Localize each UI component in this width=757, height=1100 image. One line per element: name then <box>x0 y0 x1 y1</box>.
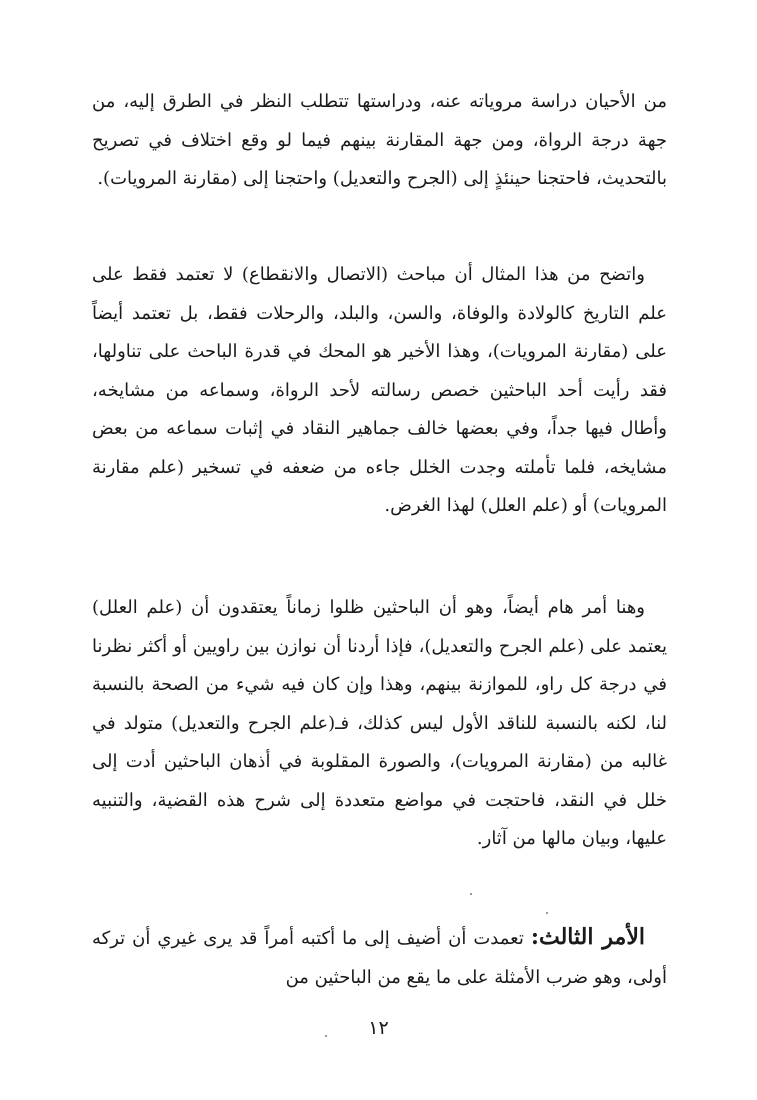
page-number: ١٢ <box>368 1017 389 1039</box>
paragraph-ilal-and-jarh: وهنا أمر هام أيضاً، وهو أن الباحثين ظلوا زماناً يعتقدون أن (علم العلل) يعتمد على (علم الجرح والتعديل)، فإذا أردنا أن نوازن بين راويين أو أكثر نظرنا في درجة كل راو، للموازنة بينهم، وهذا وإن كان فيه شيء من الصحة بالنسبة لنا، لكنه بالنسبة للناقد الأول ليس كذلك، فـ(علم الجرح والتعديل) متولد في غالبه من (مقارنة المرويات)، والصورة المقلوبة في أذهان الباحثين أدت إلى خلل في النقد، فاحتجت في مواضع متعددة إلى شرح هذه القضية، والتنبيه عليها، وبيان مالها من آثار. <box>92 597 667 849</box>
third-matter-text: تعمدت أن أضيف إلى ما أكتبه أمراً قد يرى غيري أن تركه أولى، وهو ضرب الأمثلة على ما يقع من الباحثين من <box>92 928 667 988</box>
paragraph-connection-mentioned: واتضح من هذا المثال أن مباحث (الاتصال والانقطاع) لا تعتمد فقط على علم التاريخ كالولادة والوفاة، والسن، والبلد، والرحلات فقط، بل تعتمد أيضاً على (مقارنة المرويات)، وهذا الأخير هو المحك في قدرة الباحث على تناولها، فقد رأيت أحد الباحثين خصص رسالته لأحد الرواة، وسماعه من مشايخه، وأطال فيها جداً، وفي بعضها خالف جماهير النقاد في إثبات سماعه من بعض مشايخه، فلما تأملته وجدت الخلل جاءه من ضعفه في تسخير (علم مقارنة المرويات) أو (علم العلل) لهذا الغرض. <box>92 264 668 516</box>
scan-speck <box>470 893 472 895</box>
third-matter-heading: الأمر الثالث: <box>530 924 645 950</box>
paragraph-third-matter <box>92 918 667 997</box>
scan-speck <box>546 912 548 914</box>
scan-speck <box>325 1035 327 1037</box>
paragraph-continuation: من الأحيان دراسة مروياته عنه، ودراستها تتطلب النظر في الطرق إليه، من جهة درجة الرواة، ومن جهة المقارنة بينهم فيما لو وقع اختلاف في تصريح بالتحديث، فاحتجنا حينئذٍ إلى (الجرح والتعديل) واحتجنا إلى (مقارنة المرويات). <box>92 91 667 189</box>
